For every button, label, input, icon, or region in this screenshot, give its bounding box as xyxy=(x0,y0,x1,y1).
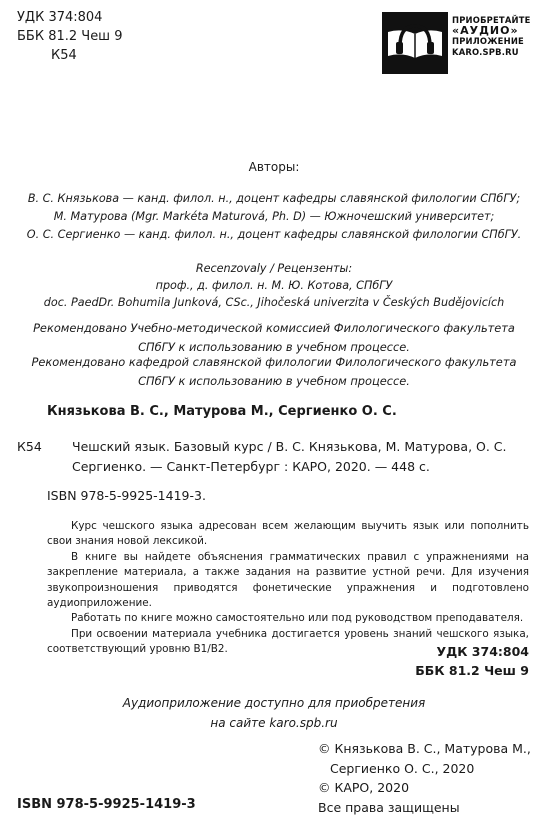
recommendation-2: Рекомендовано кафедрой славянской филологии Филологического факультета СПбГУ к использованию в учебном процессе. xyxy=(31,355,517,388)
bibliographic-authors-heading: Князькова В. С., Матурова М., Сергиенко О. С. xyxy=(47,404,397,419)
annotation xyxy=(47,519,529,658)
isbn-top: ISBN 978-5-9925-1419-3. xyxy=(47,488,206,503)
reviewer-line: doc. PaedDr. Bohumila Junková, CSc., Jihočeská univerzita v Českých Budějovicích xyxy=(43,296,505,309)
copyright-line: © Князькова В. С., Матурова М., xyxy=(318,741,531,756)
audio-note-line-2: на сайте karo.spb.ru xyxy=(210,716,338,730)
author-mark: К54 xyxy=(51,48,77,63)
annotation-paragraph: В книге вы найдете объяснения грамматических правил с упражнениями на закрепление материала, а также задания на развитие устной речи. Для изучения звукопроизношения приводятся фонетические упражнения и подготовлено аудиоприложение. xyxy=(47,550,529,610)
reviewers-block xyxy=(0,260,548,311)
bbk-code-bottom: ББК 81.2 Чеш 9 xyxy=(415,663,529,678)
recommendation-1: Рекомендовано Учебно-методической комиссией Филологического факультета СПбГУ к использованию в учебном процессе. xyxy=(33,321,515,354)
isbn-bottom: ISBN 978-5-9925-1419-3 xyxy=(17,797,196,812)
audio-note-line-1: Аудиоприложение доступно для приобретения xyxy=(122,696,426,710)
book-headphones-icon xyxy=(382,12,448,74)
author-line: О. С. Сергиенко — канд. филол. н., доцент кафедры славянской филологии СПбГУ. xyxy=(26,228,522,241)
logo-text xyxy=(452,15,531,57)
authors-label: Авторы: xyxy=(248,160,300,174)
audio-availability-note xyxy=(20,693,528,733)
top-classification-codes xyxy=(17,8,123,65)
annotation-paragraph: Курс чешского языка адресован всем желающим выучить язык или пополнить свои знания новой лексикой. xyxy=(47,520,529,548)
logo-line-2: «АУДИО» xyxy=(452,23,519,37)
copyright-line: © КАРО, 2020 xyxy=(318,780,410,795)
logo-line-3: ПРИЛОЖЕНИЕ xyxy=(452,36,524,47)
copyright-block xyxy=(318,739,531,817)
udk-code-bottom: УДК 374:804 xyxy=(436,644,529,659)
copyright-line: Сергиенко О. С., 2020 xyxy=(330,760,475,776)
annotation-paragraph: При освоении материала учебника достигается уровень знаний чешского языка, соответствующий уровню В1/В2. xyxy=(47,627,529,656)
annotation-paragraph: Работать по книге можно самостоятельно или под руководством преподавателя. xyxy=(71,612,524,625)
k-code: К54 xyxy=(17,439,42,454)
bottom-classification-codes xyxy=(300,642,529,680)
author-line: М. Матурова (Mgr. Markéta Maturová, Ph. D) — Южночешский университет; xyxy=(53,210,495,223)
bibliographic-description: Чешский язык. Базовый курс / В. С. Князькова, М. Матурова, О. С. Сергиенко. — Санкт-Петербург : КАРО, 2020. — 448 с. xyxy=(72,439,507,474)
logo-line-1: ПРИОБРЕТАЙТЕ xyxy=(452,15,531,25)
bbk-code: ББК 81.2 Чеш 9 xyxy=(17,29,123,44)
copyright-line: Все права защищены xyxy=(318,799,460,815)
authors-list xyxy=(0,190,548,244)
logo-line-4: KARO.SPB.RU xyxy=(452,46,519,57)
reviewer-line: проф., д. филол. н. М. Ю. Котова, СПбГУ xyxy=(155,279,393,292)
udk-code: УДК 374:804 xyxy=(17,10,103,25)
author-line: В. С. Князькова — канд. филол. н., доцент кафедры славянской филологии СПбГУ; xyxy=(27,192,521,205)
audio-app-logo xyxy=(382,12,531,74)
reviewers-label: Recenzovaly / Рецензенты: xyxy=(195,262,353,275)
